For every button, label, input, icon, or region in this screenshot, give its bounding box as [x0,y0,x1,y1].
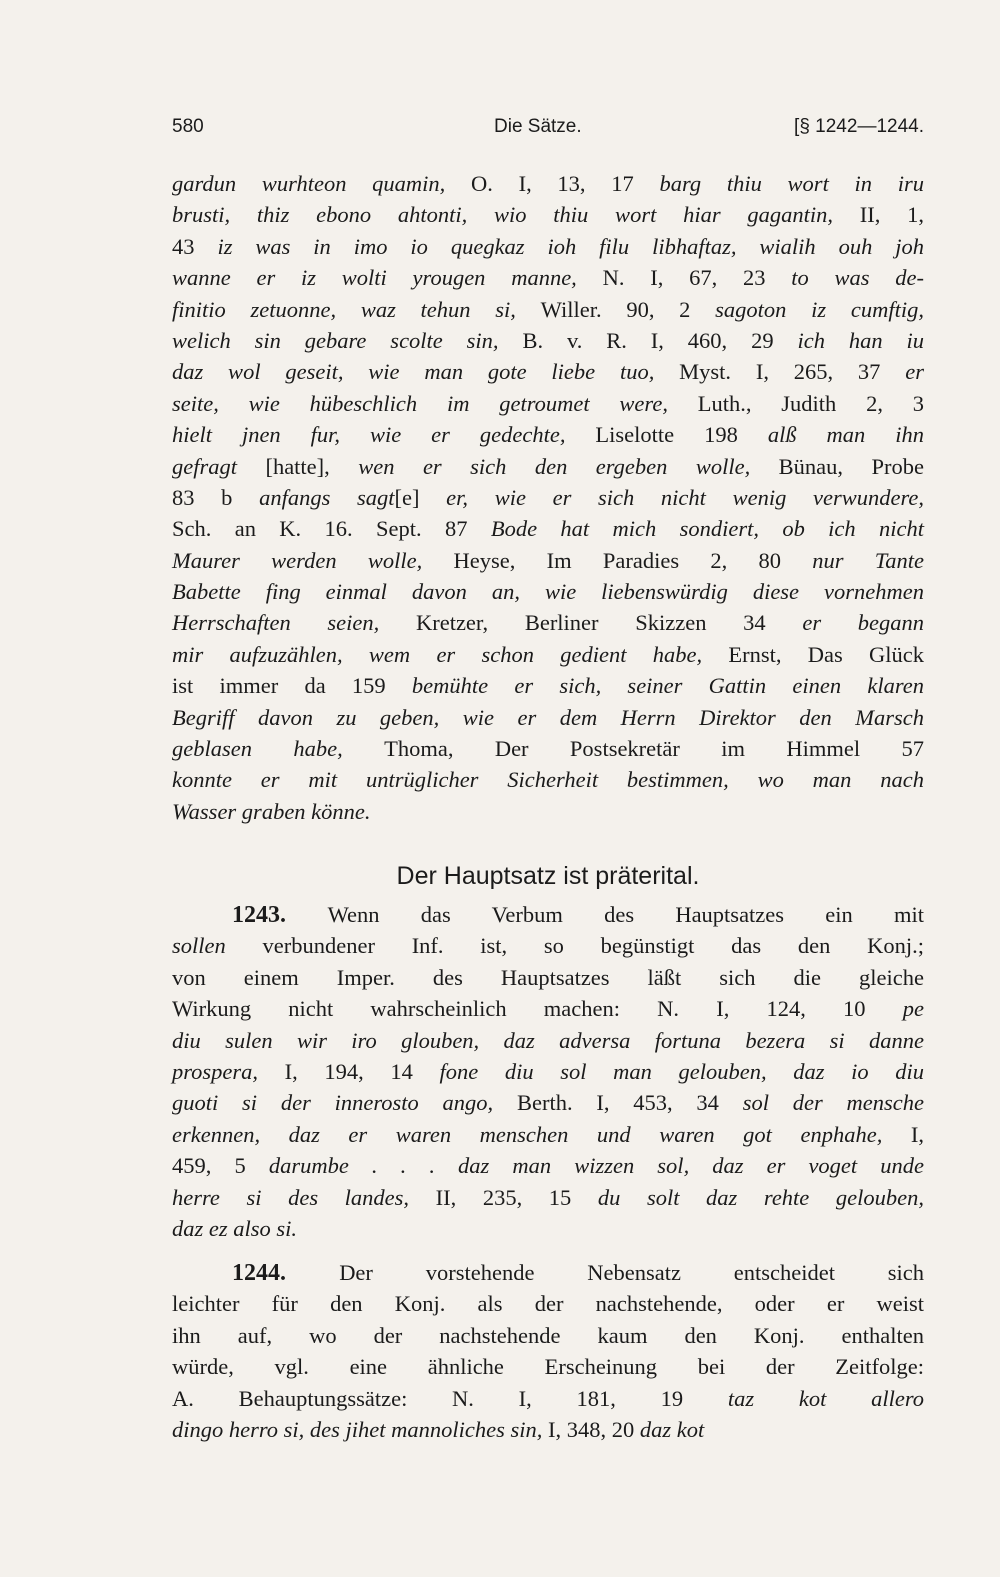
roman-text: Myst. I, 265, 37 [679,359,906,385]
roman-text: von einem Imper. des Hauptsatzes läßt sich die gleiche [172,964,924,990]
italic-text: erkennen, daz er waren menschen und waren got enphahe, [172,1121,911,1147]
text-line [172,1182,924,1213]
text-line [172,899,924,930]
running-header [172,116,924,146]
text-line [172,262,924,293]
italic-text: bemühte er sich, seiner Gattin einen klaren [411,673,924,699]
section-heading: Der Hauptsatz ist präterital. [396,862,700,890]
italic-text: wanne er iz wolti yrougen manne, [172,265,603,291]
italic-text: herre si des landes, [172,1184,436,1210]
roman-text: Der vorstehende Nebensatz entscheidet sich [339,1260,925,1285]
italic-text: taz kot allero [727,1385,925,1411]
text-line [172,168,924,199]
roman-text: Kretzer, Berliner Skizzen 34 [415,610,803,636]
paragraph-1242-continuation [172,168,924,827]
paragraph-1243 [172,899,924,1244]
roman-text: Berth. I, 453, 34 [516,1090,743,1116]
italic-text: geblasen habe, [172,736,385,762]
italic-text: Babette fing einmal davon an, wie liebenswürdig diese vornehmen [172,579,924,605]
text-line [172,702,924,733]
text-line [172,1056,924,1087]
italic-text: iz was in imo io quegkaz ioh filu libhaftaz, wialih ouh joh [217,233,925,259]
text-line [172,199,924,230]
text-line [172,1383,924,1414]
italic-text: darumbe . . . daz man wizzen sol, daz er voget unde [268,1153,924,1179]
text-line [172,1257,924,1288]
running-title: Die Sätze. [494,116,582,137]
italic-text: gefragt [172,453,266,479]
text-line [172,962,924,993]
text-line [172,231,924,262]
page-number: 580 [172,116,204,137]
text-line [172,1087,924,1118]
italic-text: Maurer werden wolle, [172,547,454,573]
roman-text: B. v. R. I, 460, 29 [522,327,798,353]
italic-text: welich sin gebare scolte sin, [172,327,523,353]
italic-text: diu sulen wir iro glouben, daz adversa fortuna bezera si danne [172,1027,924,1053]
roman-text: 43 [172,233,218,259]
text-line [172,576,924,607]
roman-text: leichter für den Konj. als der nachstehende, oder er weist [172,1291,924,1317]
text-line [172,764,924,795]
roman-text: I, [910,1121,924,1147]
roman-text: I, 194, 14 [284,1058,440,1084]
roman-text: verbundener Inf. ist, so begünstigt das den Konj.; [262,933,925,959]
roman-text: 83 b [172,484,260,510]
text-line [172,1150,924,1181]
italic-text: dingo herro si, des jihet mannoliches sin, [172,1416,549,1442]
roman-text: Thoma, Der Postsekretär im Himmel 57 [384,736,924,762]
roman-text: Liselotte 198 [595,422,768,448]
text-line [172,1119,924,1150]
italic-text: wen er sich den ergeben wolle, [358,453,779,479]
roman-text: Sch. an K. 16. Sept. 87 [172,516,491,542]
text-line [172,451,924,482]
italic-text: Wasser graben könne. [172,798,371,824]
roman-text: ihn auf, wo der nachstehende kaum den Konj. enthalten [172,1322,924,1348]
italic-text: prospera, [172,1058,285,1084]
text-line [172,1320,924,1351]
italic-text: gardun wurhteon quamin, [172,171,472,196]
italic-text: daz ez also si. [172,1215,298,1241]
text-line [172,1414,924,1445]
italic-text: finitio zetuonne, waz tehun si, [172,296,541,322]
italic-text: Begriff davon zu geben, wie er dem Herrn Direktor den Marsch [172,704,924,730]
italic-text: sollen [172,933,263,959]
italic-text: pe [902,996,924,1022]
italic-text: Herrschaften seien, [172,610,416,636]
text-line [172,482,924,513]
text-line [172,388,924,419]
italic-text: er [905,359,924,385]
text-line [172,796,924,827]
text-line [172,419,924,450]
text-line [172,607,924,638]
text-line [172,513,924,544]
text-line [172,993,924,1024]
italic-text: du solt daz rehte gelouben, [597,1184,924,1210]
text-line [172,1288,924,1319]
italic-text: ich han iu [797,327,924,353]
text-line [172,294,924,325]
roman-text: würde, vgl. eine ähnliche Erscheinung bei der Zeitfolge: [172,1354,924,1380]
roman-text: Bünau, Probe [778,453,924,479]
italic-text: guoti si der innerosto ango, [172,1090,517,1116]
roman-text: II, 235, 15 [435,1184,598,1210]
italic-text: daz wol geseit, wie man gote liebe tuo, [172,359,680,385]
roman-text: ist immer da 159 [172,673,412,699]
italic-text: fone diu sol man gelouben, daz io diu [439,1058,924,1084]
italic-text: konnte er mit untrüglicher Sicherheit bestimmen, wo man nach [172,767,924,793]
italic-text: sagoton iz cumftig, [715,296,924,322]
text-line [172,325,924,356]
italic-text: daz kot [639,1416,705,1442]
roman-text: Heyse, Im Paradies 2, 80 [453,547,813,573]
text-line [172,930,924,961]
italic-text: hielt jnen fur, wie er gedechte, [172,422,596,448]
text-line [172,670,924,701]
roman-text: Luth., Judith 2, 3 [697,390,924,416]
italic-text: alß man ihn [767,422,924,448]
italic-text: Bode hat mich sondiert, ob ich nicht [490,516,924,542]
text-line [172,733,924,764]
text-line [172,1025,924,1056]
roman-text: A. Behauptungssätze: N. I, 181, 19 [172,1385,728,1411]
italic-text: anfangs sagt [259,484,395,510]
italic-text: barg thiu wort in iru [659,171,924,196]
roman-text: II, 1, [859,202,924,228]
italic-text: er, wie er sich nicht wenig verwundere, [446,484,924,510]
roman-text: [e] [394,484,447,510]
section-number: 1244. [232,1260,340,1286]
italic-text: brusti, thiz ebono ahtonti, wio thiu wort hiar gagantin, [172,202,860,228]
italic-text: sol der mensche [742,1090,925,1116]
text-line [172,639,924,670]
roman-text: I, 348, 20 [548,1416,640,1442]
section-number: 1243. [232,902,328,928]
roman-text: Wenn das Verbum des Hauptsatzes ein mit [327,902,925,927]
text-line [172,1351,924,1382]
roman-text: Ernst, Das Glück [728,641,924,667]
roman-text: O. I, 13, 17 [471,171,660,196]
paragraph-1244 [172,1257,924,1445]
roman-text: 459, 5 [172,1153,269,1179]
italic-text: mir aufzuzählen, wem er schon gedient habe, [172,641,729,667]
text-line [172,1213,924,1244]
italic-text: seite, wie hübeschlich im getroumet were, [172,390,698,416]
section-range: [§ 1242—1244. [794,116,924,137]
italic-text: nur Tante [812,547,924,573]
roman-text: Wirkung nicht wahrscheinlich machen: N. I, 124, 10 [172,996,903,1022]
italic-text: to was de- [791,265,924,291]
roman-text: N. I, 67, 23 [602,265,792,291]
text-line [172,545,924,576]
roman-text: Willer. 90, 2 [540,296,716,322]
italic-text: er begann [802,610,924,636]
text-line [172,356,924,387]
roman-text: [hatte], [265,453,359,479]
